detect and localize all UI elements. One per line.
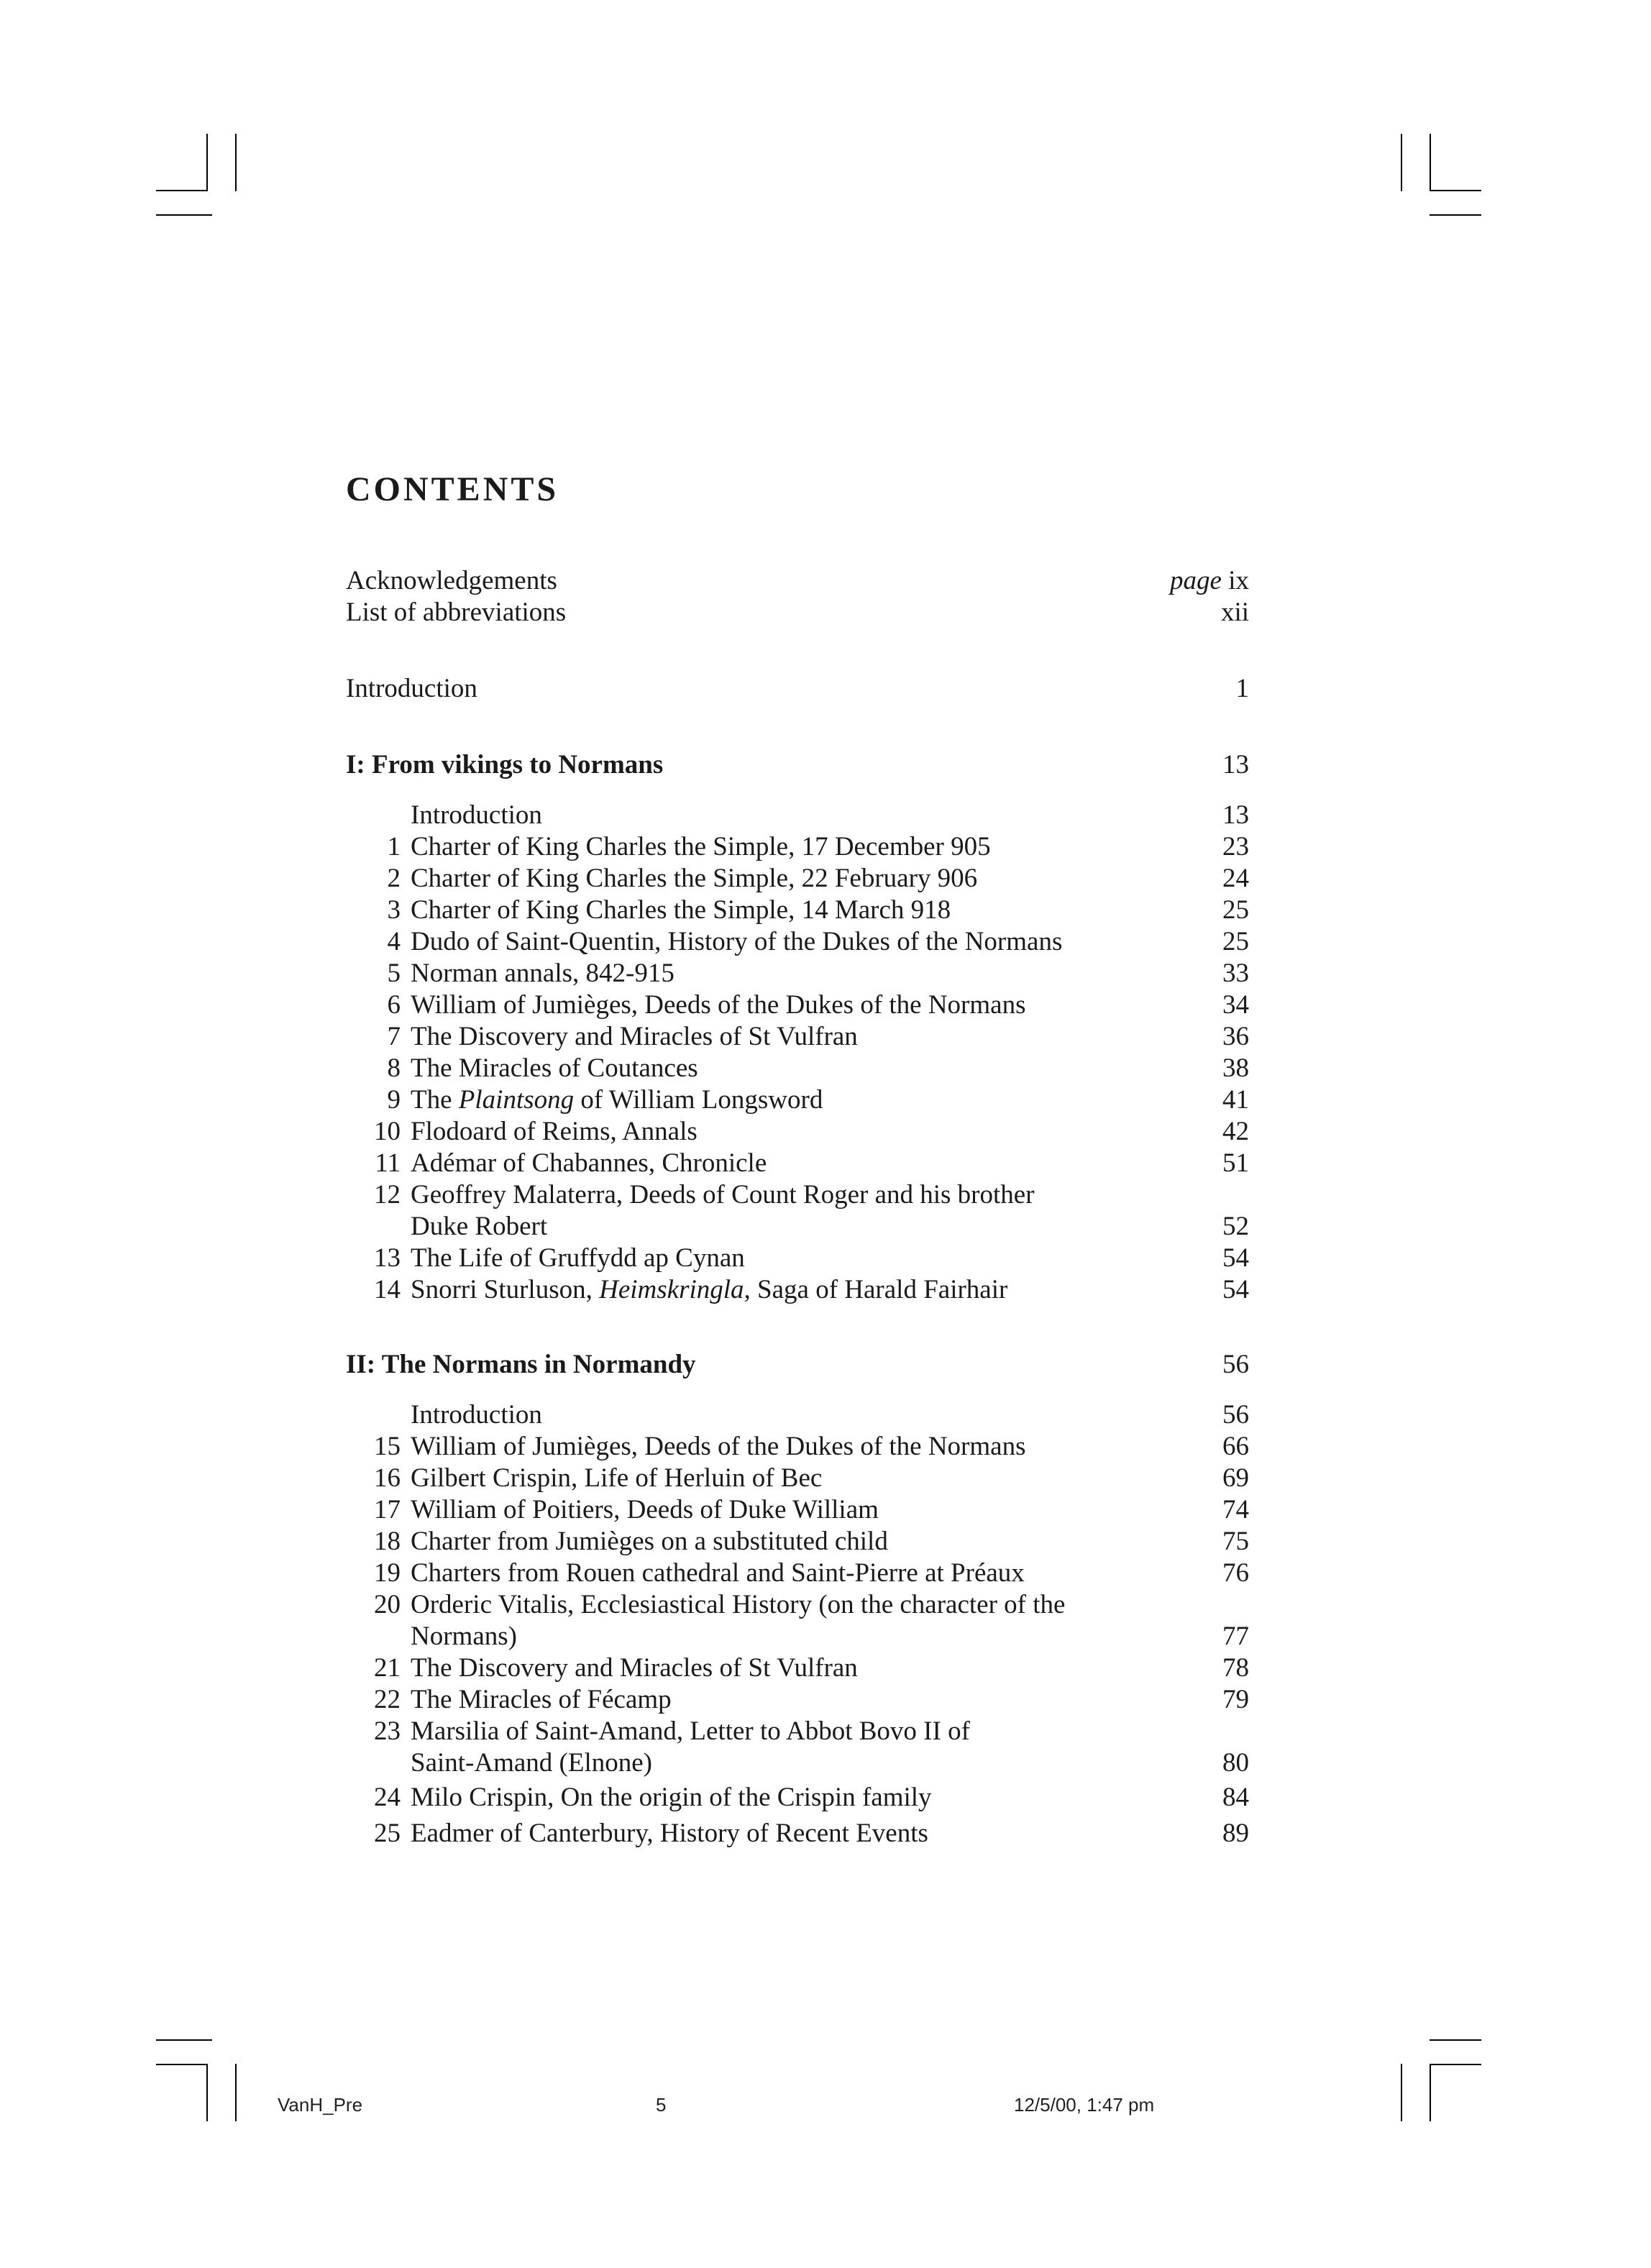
entry-page: 25	[1222, 927, 1249, 956]
entry-title: Gilbert Crispin, Life of Herluin of Bec	[411, 1463, 823, 1493]
entry-number: 16	[374, 1463, 401, 1493]
entry-title: Milo Crispin, On the origin of the Crispin family	[411, 1783, 932, 1812]
entry-title: Flodoard of Reims, Annals	[411, 1117, 698, 1146]
entry-number: 8	[387, 1053, 401, 1083]
entry-page: 89	[1222, 1819, 1249, 1848]
entry-title: Charters from Rouen cathedral and Saint-Pierre at Préaux	[411, 1558, 1025, 1588]
crop-mark	[1430, 2064, 1431, 2121]
entry-title: Charter of King Charles the Simple, 17 December 905	[411, 832, 991, 861]
entry-page	[1170, 565, 1249, 597]
entry-page: 54	[1222, 1243, 1249, 1273]
entry-number: 12	[374, 1180, 401, 1210]
entry-number: 7	[387, 1022, 401, 1051]
crop-mark	[156, 2064, 208, 2065]
entry-number: 14	[374, 1275, 401, 1304]
entry-page: 25	[1222, 895, 1249, 925]
entry-title: Charter of King Charles the Simple, 22 February 906	[411, 864, 978, 893]
crop-mark	[1430, 134, 1431, 191]
entry-page: 77	[1222, 1622, 1249, 1651]
crop-mark	[235, 134, 237, 191]
entry-page: 75	[1222, 1527, 1249, 1556]
entry-title: Duke Robert	[411, 1212, 548, 1241]
entry-page: 84	[1222, 1783, 1249, 1812]
entry-title: Introduction	[346, 674, 477, 703]
entry-number: 15	[374, 1432, 401, 1461]
entry-title: Introduction	[411, 800, 542, 830]
footer-page-number: 5	[656, 2094, 667, 2116]
crop-mark	[156, 190, 208, 191]
entry-page: 51	[1222, 1148, 1249, 1178]
entry-number: 9	[387, 1085, 401, 1115]
page-word: page	[1170, 566, 1222, 595]
entry-title: William of Jumièges, Deeds of the Dukes of the Normans	[411, 990, 1026, 1020]
entry-page: 13	[1222, 800, 1249, 830]
entry-page: 34	[1222, 990, 1249, 1020]
entry-page: xii	[1220, 598, 1249, 627]
crop-mark	[235, 2064, 237, 2121]
entry-page: 23	[1222, 832, 1249, 861]
entry-number: 13	[374, 1243, 401, 1273]
entry-number: 6	[387, 990, 401, 1020]
entry-number: 21	[374, 1653, 401, 1683]
entry-page: 54	[1222, 1275, 1249, 1304]
entry-title	[411, 1084, 823, 1116]
entry-title	[411, 1274, 1007, 1306]
crop-mark	[1430, 2064, 1481, 2065]
entry-title: Dudo of Saint-Quentin, History of the Dukes of the Normans	[411, 927, 1063, 956]
entry-title: The Miracles of Coutances	[411, 1053, 698, 1083]
entry-title: Norman annals, 842-915	[411, 959, 674, 988]
entry-page: 79	[1222, 1685, 1249, 1714]
entry-title-italic: Plaintsong	[458, 1085, 575, 1115]
entry-title: The Miracles of Fécamp	[411, 1685, 672, 1714]
entry-page: 52	[1222, 1212, 1249, 1241]
crop-mark	[1401, 134, 1402, 191]
entry-number: 19	[374, 1558, 401, 1588]
crop-mark	[1430, 214, 1481, 216]
entry-number: 20	[374, 1590, 401, 1619]
entry-number: 3	[387, 895, 401, 925]
entry-title: The Discovery and Miracles of St Vulfran	[411, 1653, 858, 1683]
entry-title: Eadmer of Canterbury, History of Recent Events	[411, 1819, 928, 1848]
crop-mark	[1430, 190, 1481, 191]
entry-title: The Discovery and Miracles of St Vulfran	[411, 1022, 858, 1051]
footer-timestamp: 12/5/00, 1:47 pm	[1014, 2094, 1155, 2116]
entry-title: Introduction	[411, 1400, 542, 1430]
entry-page: 33	[1222, 959, 1249, 988]
entry-number: 17	[374, 1495, 401, 1524]
entry-number: 23	[374, 1716, 401, 1746]
entry-page: 76	[1222, 1558, 1249, 1588]
entry-title: Geoffrey Malaterra, Deeds of Count Roger and his brother	[411, 1180, 1035, 1210]
entry-title: Charter from Jumièges on a substituted child	[411, 1527, 888, 1556]
crop-mark	[156, 214, 212, 216]
entry-number: 5	[387, 959, 401, 988]
entry-page: 1	[1235, 674, 1249, 703]
entry-title-part: Saga of Harald Fairhair	[750, 1275, 1008, 1304]
part-title: II: The Normans in Normandy	[346, 1350, 696, 1379]
entry-page: 80	[1222, 1748, 1249, 1778]
entry-page: 74	[1222, 1495, 1249, 1524]
crop-mark	[206, 2064, 208, 2121]
entry-page: 66	[1222, 1432, 1249, 1461]
entry-number: 22	[374, 1685, 401, 1714]
entry-title: William of Jumièges, Deeds of the Dukes of the Normans	[411, 1432, 1026, 1461]
entry-title-part: Snorri Sturluson,	[411, 1275, 600, 1304]
entry-title: Orderic Vitalis, Ecclesiastical History (on the character of the	[411, 1590, 1066, 1619]
crop-mark	[1430, 2039, 1481, 2041]
crop-mark	[206, 134, 208, 191]
part-page: 13	[1222, 750, 1249, 779]
entry-page: 36	[1222, 1022, 1249, 1051]
entry-number: 11	[375, 1148, 401, 1178]
entry-number: 24	[374, 1783, 401, 1812]
entry-title: Acknowledgements	[346, 566, 557, 595]
entry-page: 24	[1222, 864, 1249, 893]
entry-title: Marsilia of Saint-Amand, Letter to Abbot Bovo II of	[411, 1716, 970, 1746]
entry-number: 2	[387, 864, 401, 893]
entry-title: Normans)	[411, 1622, 517, 1651]
entry-number: 1	[387, 832, 401, 861]
entry-number: 25	[374, 1819, 401, 1848]
entry-page: 38	[1222, 1053, 1249, 1083]
page-title: CONTENTS	[346, 470, 559, 508]
entry-title: List of abbreviations	[346, 598, 567, 627]
entry-title-part: of William Longsword	[574, 1085, 823, 1115]
entry-title: Charter of King Charles the Simple, 14 March 918	[411, 895, 951, 925]
entry-title: Saint-Amand (Elnone)	[411, 1748, 652, 1778]
entry-title: The Life of Gruffydd ap Cynan	[411, 1243, 745, 1273]
entry-title-italic: Heimskringla,	[599, 1275, 751, 1304]
entry-number: 18	[374, 1527, 401, 1556]
crop-mark	[1401, 2064, 1402, 2121]
entry-page: 56	[1222, 1400, 1249, 1430]
page-number: ix	[1228, 566, 1249, 595]
entry-number: 4	[387, 927, 401, 956]
entry-page: 41	[1222, 1085, 1249, 1115]
entry-page: 69	[1222, 1463, 1249, 1493]
entry-page: 42	[1222, 1117, 1249, 1146]
part-title: I: From vikings to Normans	[346, 750, 664, 779]
entry-title: Adémar of Chabannes, Chronicle	[411, 1148, 767, 1178]
footer-filename: VanH_Pre	[278, 2094, 363, 2116]
entry-number: 10	[374, 1117, 401, 1146]
entry-title-part: The	[411, 1085, 459, 1115]
crop-mark	[156, 2039, 212, 2041]
entry-page: 78	[1222, 1653, 1249, 1683]
entry-title: William of Poitiers, Deeds of Duke William	[411, 1495, 879, 1524]
part-page: 56	[1222, 1350, 1249, 1379]
